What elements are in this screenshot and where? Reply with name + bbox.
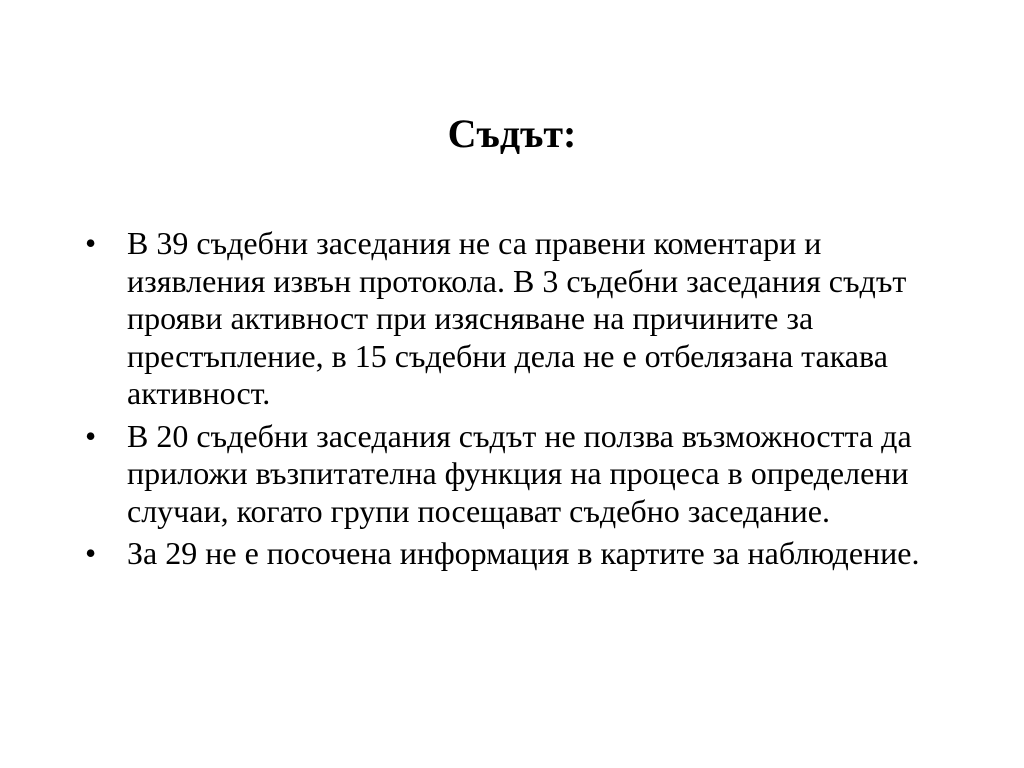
- slide-title: Съдът:: [447, 111, 577, 156]
- bullet-marker-icon: •: [85, 225, 97, 261]
- bullet-marker-icon: •: [85, 535, 97, 571]
- bullet-marker-icon: •: [85, 417, 97, 454]
- bullet-item-2: [85, 418, 965, 531]
- bullet-list: [85, 225, 965, 578]
- bullet-text-3: За 29 не е посочена информация в картите за наблюдение.: [127, 535, 920, 571]
- bullet-item-3: [85, 535, 965, 573]
- bullet-text-2: В 20 съдебни заседания съдът не ползва възможността да приложи възпитателна функция на процеса в определени случаи, когато групи посещават съдебно заседание.: [127, 417, 912, 529]
- bullet-item-1: [85, 225, 965, 413]
- bullet-text-1: В 39 съдебни заседания не са правени коментари и изявления извън протокола. В 3 съдебни заседания съдът прояви активност при изясняване на причините за престъпление, в 15 съдебни дела не е отбелязана такава активност.: [127, 225, 907, 411]
